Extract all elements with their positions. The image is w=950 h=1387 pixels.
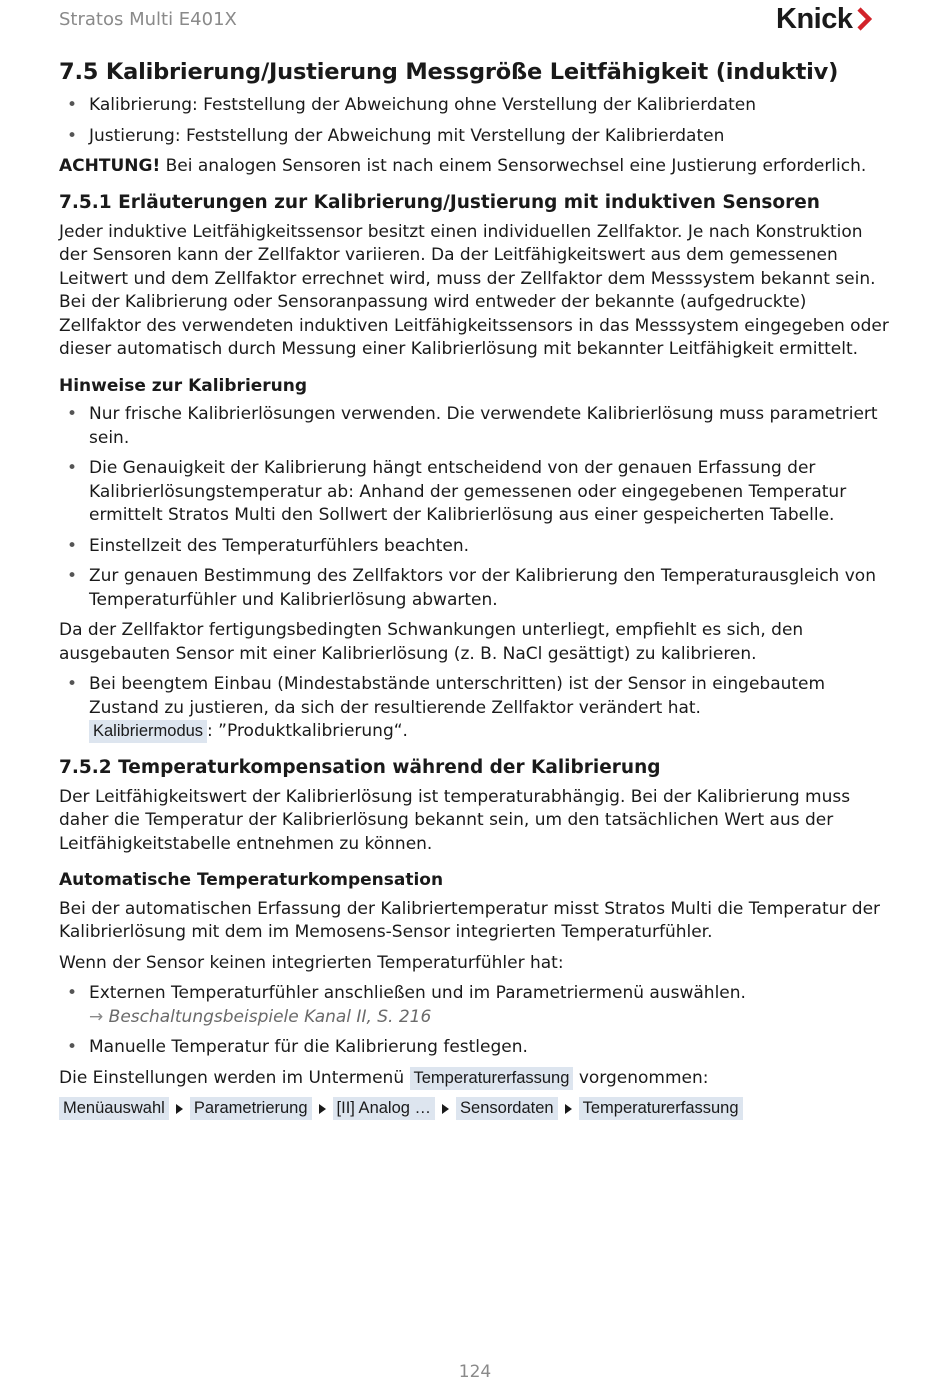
breadcrumb-menu-selection[interactable]: Menüauswahl xyxy=(59,1097,169,1120)
list-item-text: Die Genauigkeit der Kalibrierung hängt entscheidend von der genauen Erfassung der Kalibrierlösungstemperatur ab: Anhand der gemessenen oder eingegebenen Temperatur ermittelt Stratos Multi den Sollwert der Kalibrierlösung aus einer gespeicherten Tabelle. xyxy=(89,458,847,525)
breadcrumb-parametrization[interactable]: Parametrierung xyxy=(190,1097,312,1120)
bullet-icon: • xyxy=(67,983,78,1003)
auto-compensation-heading: Automatische Temperaturkompensation xyxy=(59,870,444,890)
list-item xyxy=(59,535,891,559)
company-logo xyxy=(776,2,872,36)
list-item xyxy=(59,565,891,612)
list-item xyxy=(59,673,891,744)
page-number: 124 xyxy=(458,1362,492,1382)
submenu-pre-text: Die Einstellungen werden im Untermenü xyxy=(59,1067,410,1088)
logo-chevron-icon xyxy=(856,7,872,31)
install-list xyxy=(59,673,891,744)
cross-reference-text: Beschaltungsbeispiele Kanal II, S. 216 xyxy=(108,1006,432,1027)
calibration-mode-menu-item[interactable]: Kalibriermodus xyxy=(89,720,207,743)
triangle-right-icon xyxy=(442,1104,449,1114)
submenu-paragraph xyxy=(59,1067,891,1091)
temperature-paragraph: Der Leitfähigkeitswert der Kalibrierlösung ist temperaturabhängig. Bei der Kalibrierung muss daher die Temperatur der Kalibrierlösung bekannt sein, um den tatsächlichen Wert aus der Leitfähigkeitstabelle entnehmen zu können. xyxy=(59,786,851,854)
subsection-heading-7-5-2: 7.5.2 Temperaturkompensation während der Kalibrierung xyxy=(59,756,661,778)
list-item xyxy=(59,457,891,528)
document-title: Stratos Multi E401X xyxy=(59,9,237,30)
triangle-right-icon xyxy=(565,1104,572,1114)
cell-factor-paragraph: Da der Zellfaktor fertigungsbedingten Schwankungen unterliegt, empfiehlt es sich, den ausgebauten Sensor mit einer Kalibrierlösung (z. B. NaCl gesättigt) zu kalibrieren. xyxy=(59,620,804,664)
list-item xyxy=(59,94,891,118)
cross-reference-link[interactable] xyxy=(89,1007,431,1027)
bullet-icon: • xyxy=(67,674,78,694)
list-item xyxy=(59,982,891,1029)
notes-list xyxy=(59,403,891,612)
bullet-icon: • xyxy=(67,458,78,478)
calibration-mode-value: : ”Produktkalibrierung“. xyxy=(207,721,408,741)
bullet-icon: • xyxy=(67,95,78,115)
section-heading: 7.5 Kalibrierung/Justierung Messgröße Leitfähigkeit (induktiv) xyxy=(59,59,839,85)
arrow-right-icon: → xyxy=(89,1006,104,1027)
temperature-capture-menu-item[interactable]: Temperaturerfassung xyxy=(410,1067,574,1090)
auto-compensation-paragraph: Bei der automatischen Erfassung der Kalibriertemperatur misst Stratos Multi die Temperatur der Kalibrierlösung mit dem im Memosens-Sensor integrierten Temperaturfühler. xyxy=(59,898,881,942)
warning-text: Bei analogen Sensoren ist nach einem Sensorwechsel eine Justierung erforderlich. xyxy=(160,156,867,176)
list-item xyxy=(59,403,891,450)
bullet-icon: • xyxy=(67,125,78,146)
bullet-icon: • xyxy=(67,1037,78,1057)
bullet-icon: • xyxy=(67,535,78,556)
list-item-text: Bei beengtem Einbau (Mindestabstände unterschritten) ist der Sensor in eingebautem Zustand zu justieren, da sich der resultierende Zellfaktor verändert hat. xyxy=(89,674,826,718)
list-item-text: Kalibrierung: Feststellung der Abweichung ohne Verstellung der Kalibrierdaten xyxy=(89,95,757,115)
bullet-icon: • xyxy=(67,404,78,424)
logo-text: Knick xyxy=(776,2,853,35)
list-item-text: Externen Temperaturfühler anschließen und im Parametriermenü auswählen. xyxy=(89,983,746,1003)
menu-breadcrumb xyxy=(59,1097,891,1120)
breadcrumb-sensor-data[interactable]: Sensordaten xyxy=(456,1097,558,1120)
triangle-right-icon xyxy=(319,1104,326,1114)
bullet-icon: • xyxy=(67,566,78,586)
breadcrumb-temperature-capture[interactable]: Temperaturerfassung xyxy=(579,1097,743,1120)
definition-list xyxy=(59,94,891,148)
list-item xyxy=(59,125,891,149)
no-sensor-intro: Wenn der Sensor keinen integrierten Temperaturfühler hat: xyxy=(59,952,564,973)
list-item-text: Manuelle Temperatur für die Kalibrierung festlegen. xyxy=(89,1037,528,1057)
temperature-list xyxy=(59,982,891,1060)
warning-label: ACHTUNG! xyxy=(59,156,161,176)
submenu-post-text: vorgenommen: xyxy=(573,1067,709,1088)
list-item xyxy=(59,1036,891,1060)
list-item-text: Justierung: Feststellung der Abweichung mit Verstellung der Kalibrierdaten xyxy=(89,125,725,146)
triangle-right-icon xyxy=(176,1104,183,1114)
notes-heading: Hinweise zur Kalibrierung xyxy=(59,375,308,396)
breadcrumb-analog-channel[interactable]: [II] Analog … xyxy=(333,1097,435,1120)
intro-paragraph: Jeder induktive Leitfähigkeitssensor besitzt einen individuellen Zellfaktor. Je nach Konstruktion der Sensoren kann der Zellfaktor variieren. Da der Leitfähigkeitswert aus dem gemessenen Leitwert und dem Zellfaktor errechnet wird, muss der Zellfaktor dem Messsystem bekannt sein. Bei der Kalibrierung oder Sensoranpassung wird entweder der bekannte (aufgedruckte) Zellfaktor des verwendeten induktiven Leitfähigkeitssensors in das Messsystem eingegeben oder dieser automatisch durch Messung einer Kalibrierlösung mit bekannter Leitfähigkeit ermittelt. xyxy=(59,221,889,359)
list-item-text: Einstellzeit des Temperaturfühlers beachten. xyxy=(89,535,470,556)
subsection-heading-7-5-1: 7.5.1 Erläuterungen zur Kalibrierung/Justierung mit induktiven Sensoren xyxy=(59,191,820,213)
warning-paragraph xyxy=(59,155,891,179)
list-item-text: Zur genauen Bestimmung des Zellfaktors vor der Kalibrierung den Temperaturausgleich von Temperaturfühler und Kalibrierlösung abwarten. xyxy=(89,566,876,610)
list-item-text: Nur frische Kalibrierlösungen verwenden. Die verwendete Kalibrierlösung muss parametriert sein. xyxy=(89,404,878,448)
page-content xyxy=(59,57,891,1120)
